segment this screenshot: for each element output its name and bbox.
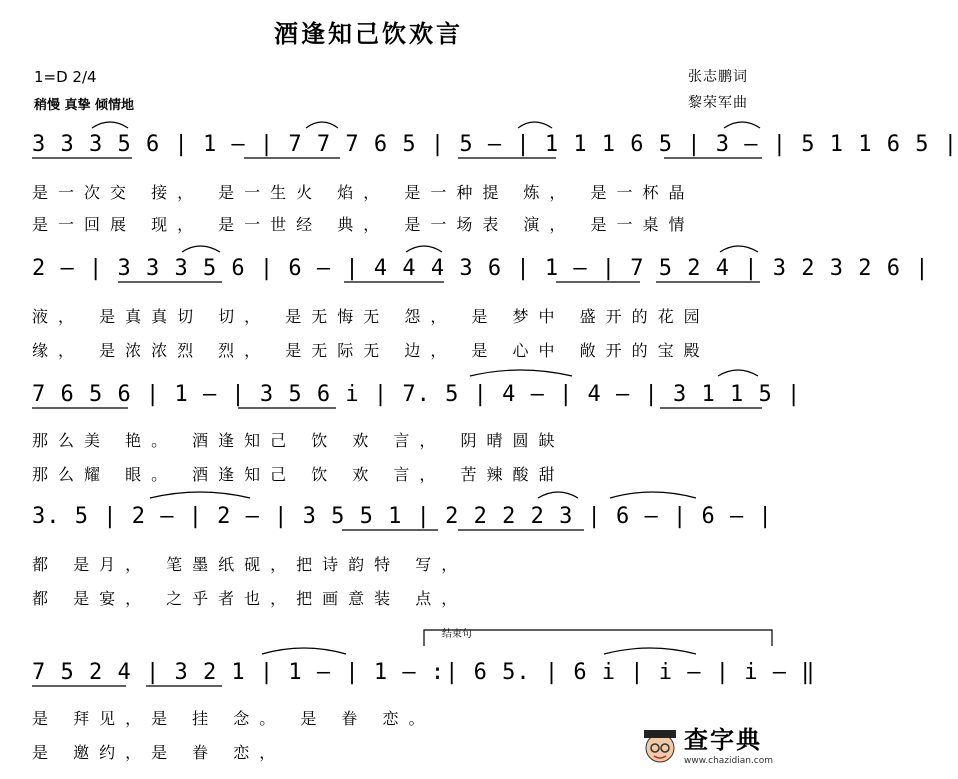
tie-5a [262, 648, 346, 654]
tie-3 [470, 370, 572, 376]
lyrics-line-5-verse-2: 是 邀约，是 眷 恋， [32, 743, 286, 762]
lyrics-line-3-verse-1: 那么美 艳。 酒逢知己 饮 欢 言， 阴晴圆缺 [32, 431, 565, 450]
lyrics-line-4-verse-1: 都 是月， 笔墨纸砚，把诗韵特 写， [32, 555, 468, 574]
lyrics-line-5-verse-1: 是 拜见，是 挂 念。 是 眷 恋。 [32, 709, 435, 728]
slur-2a [182, 246, 220, 252]
watermark [640, 716, 790, 774]
lyrics-line-2-verse-2: 缘， 是浓浓烈 烈， 是无际无 边， 是 心中 敞开的宝殿 [32, 341, 710, 360]
expression-marking: 稍慢 真挚 倾情地 [34, 98, 135, 113]
slur-2b [406, 246, 442, 252]
watermark-text: 查字典 [684, 726, 762, 754]
slur-1c [518, 122, 552, 128]
page-title: 酒逢知己饮欢言 [274, 19, 463, 48]
lyrics-line-1-verse-1: 是一次交 接， 是一生火 焰， 是一种提 炼， 是一杯晶 [32, 183, 695, 202]
tie-5b [604, 648, 696, 654]
mascot-icon [640, 724, 680, 764]
notation-line-2: 2 – | 3 3 3 5 6 | 6 – | 4 4 4 3 6 | 1 – | 7 5 2 4 | 3 2 3 2 6 | [32, 256, 930, 281]
notation-line-4: 3. 5 | 2 – | 2 – | 3 5 5 1 | 2 2 2 2 3 | 6 – | 6 – | [32, 504, 773, 529]
slur-3 [718, 370, 758, 376]
lyrics-line-1-verse-2: 是一回展 现， 是一世经 典， 是一场表 演， 是一桌情 [32, 215, 695, 234]
notation-line-3: 7 6 5 6 | 1 – | 3 5 6 i | 7. 5 | 4 – | 4 – | 3 1 1 5 | [32, 382, 802, 407]
slur-2c [720, 246, 758, 252]
lyrics-line-4-verse-2: 都 是宴， 之乎者也，把画意装 点， [32, 589, 468, 608]
slur-4 [538, 492, 578, 498]
lyricist-credit: 张志鹏词 [688, 69, 748, 85]
slur-1d [724, 122, 760, 128]
notation-line-1: 3 3 3 5 6 | 1 – | 7 7 7 6 5 | 5 – | 1 1 1 6 5 | 3 – | 5 1 1 6 5 | [32, 132, 958, 157]
ending-bracket [424, 630, 772, 646]
ending-label: 结束句 [442, 629, 472, 640]
tie-4b [610, 492, 696, 498]
lyrics-line-3-verse-2: 那么耀 眼。 酒逢知己 饮 欢 言， 苦辣酸甜 [32, 465, 565, 484]
composer-credit: 黎荣军曲 [688, 95, 748, 111]
slur-1b [306, 122, 338, 128]
watermark-url: www.chazidian.com [684, 756, 774, 766]
lyrics-line-2-verse-1: 液， 是真真切 切， 是无悔无 怨， 是 梦中 盛开的花园 [32, 307, 710, 326]
notation-line-5: 7 5 2 4 | 3 2 1 | 1 – | 1 – :| 6 5. | 6 i | i – | i – ‖ [32, 660, 816, 685]
key-time-signature: 1=D 2/4 [34, 68, 97, 86]
tie-4a [150, 492, 250, 498]
slur-1a [92, 122, 128, 128]
